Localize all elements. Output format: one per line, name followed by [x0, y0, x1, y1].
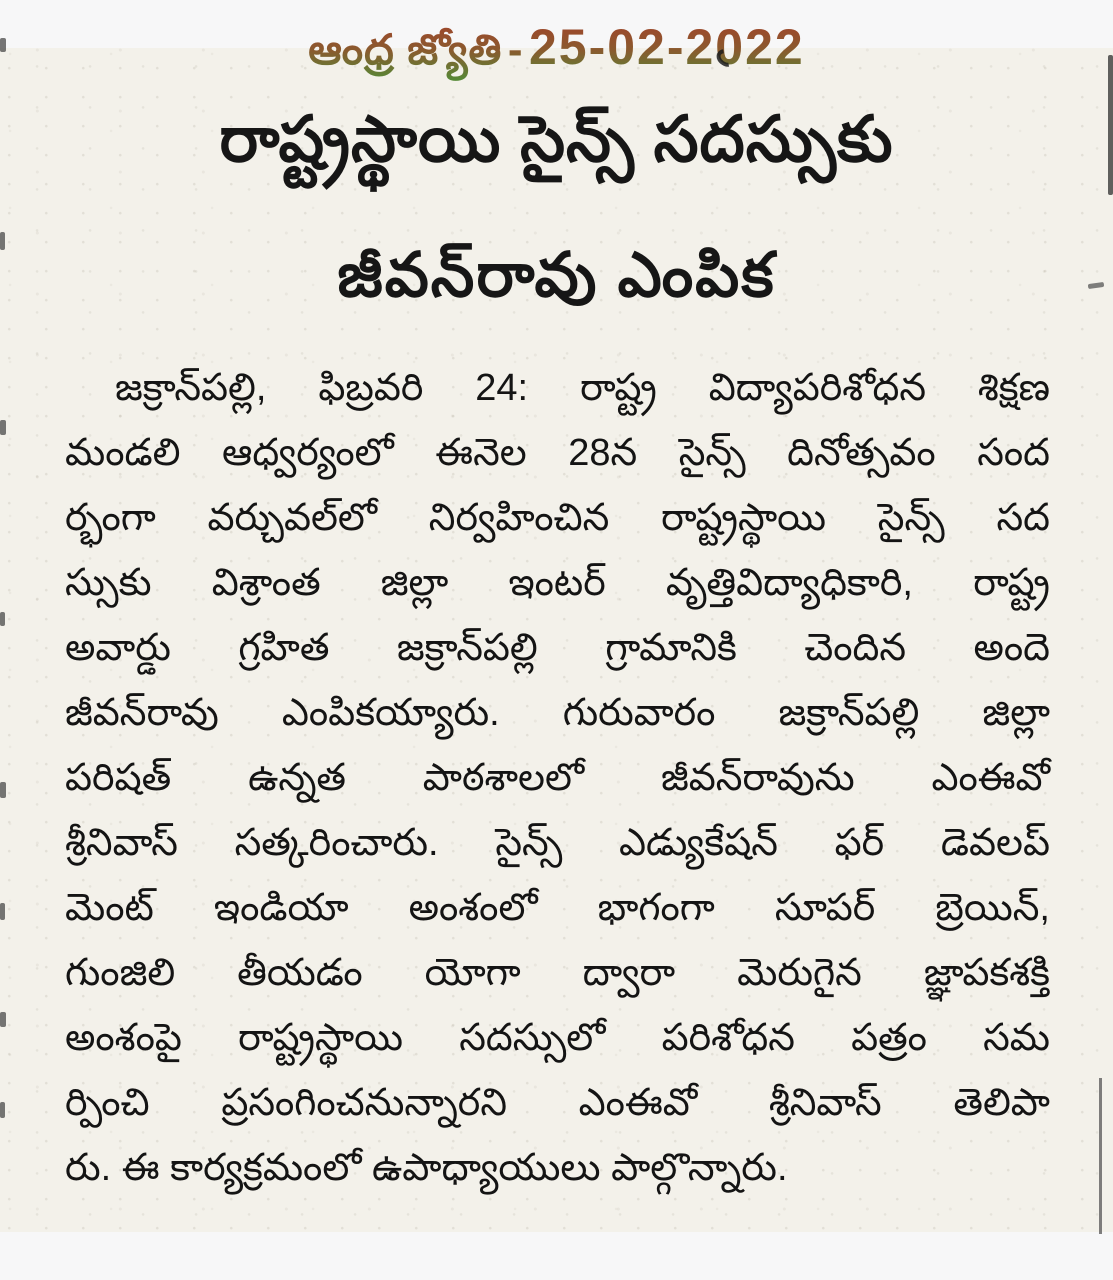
scan-edge-artifact — [1108, 55, 1113, 195]
article-line: జక్రాన్‌పల్లి, ఫిబ్రవరి 24: రాష్ట్ర విద్యాపరిశోధన శిక్షణ — [115, 367, 1050, 409]
article-line: జీవన్‌రావు ఎంపికయ్యారు. గురువారం జక్రాన్‌పల్లి జిల్లా — [65, 692, 1050, 734]
masthead-date: 25-02-2022 — [528, 19, 805, 75]
masthead — [0, 18, 1113, 85]
article-line: గుంజిలి తీయడం యోగా ద్వారా మెరుగైన జ్ఞాపకశక్తి — [65, 952, 1050, 994]
article-line: మెంట్ ఇండియా అంశంలో భాగంగా సూపర్ బ్రెయిన్, — [65, 887, 1050, 929]
scan-edge-artifact — [0, 782, 6, 798]
headline-line-1: రాష్ట్రస్థాయి సైన్స్ సదస్సుకు — [219, 103, 894, 175]
article-line: ర్భంగా వర్చువల్‌లో నిర్వహించిన రాష్ట్రస్థాయి సైన్స్ సద — [65, 497, 1050, 539]
column-rule — [1099, 1078, 1102, 1234]
scan-edge-artifact — [0, 612, 5, 626]
scan-edge-artifact — [0, 903, 5, 920]
article-line: రు. ఈ కార్యక్రమంలో ఉపాధ్యాయులు పాల్గొన్నారు. — [65, 1147, 788, 1189]
scan-margin-bottom — [0, 1232, 1113, 1280]
article-line: అవార్డు గ్రహిత జక్రాన్‌పల్లి గ్రామానికి చెందిన అందె — [65, 627, 1050, 669]
scan-edge-artifact — [0, 1102, 5, 1118]
headline-line-2: జీవన్‌రావు ఎంపిక — [337, 241, 776, 310]
article-line: ర్పించి ప్రసంగించనున్నారని ఎంఈవో శ్రీనివాస్ తెలిపా — [65, 1082, 1050, 1124]
scan-edge-artifact — [0, 232, 5, 250]
article-line: పరిషత్ ఉన్నత పాఠశాలలో జీవన్‌రావును ఎంఈవో — [65, 757, 1050, 799]
scan-edge-artifact — [0, 420, 6, 435]
article-line: మండలి ఆధ్వర్యంలో ఈనెల 28న సైన్స్ దినోత్సవం సంద — [65, 432, 1050, 474]
masthead-separator: - — [507, 25, 524, 74]
article-body — [65, 356, 1050, 1201]
article-line: అంశంపై రాష్ట్రస్థాయి సదస్సులో పరిశోధన పత్రం సమ — [65, 1017, 1050, 1059]
scan-edge-artifact — [0, 1012, 6, 1027]
article-line: స్సుకు విశ్రాంత జిల్లా ఇంటర్ వృత్తివిద్యాధికారి, రాష్ట్ర — [65, 562, 1050, 604]
article-line: శ్రీనివాస్ సత్కరించారు. సైన్స్ ఎడ్యుకేషన్ ఫర్ డెవలప్ — [65, 822, 1050, 864]
masthead-name: ఆంధ్ర జ్యోతి — [308, 26, 503, 73]
scan-edge-artifact — [0, 38, 6, 52]
